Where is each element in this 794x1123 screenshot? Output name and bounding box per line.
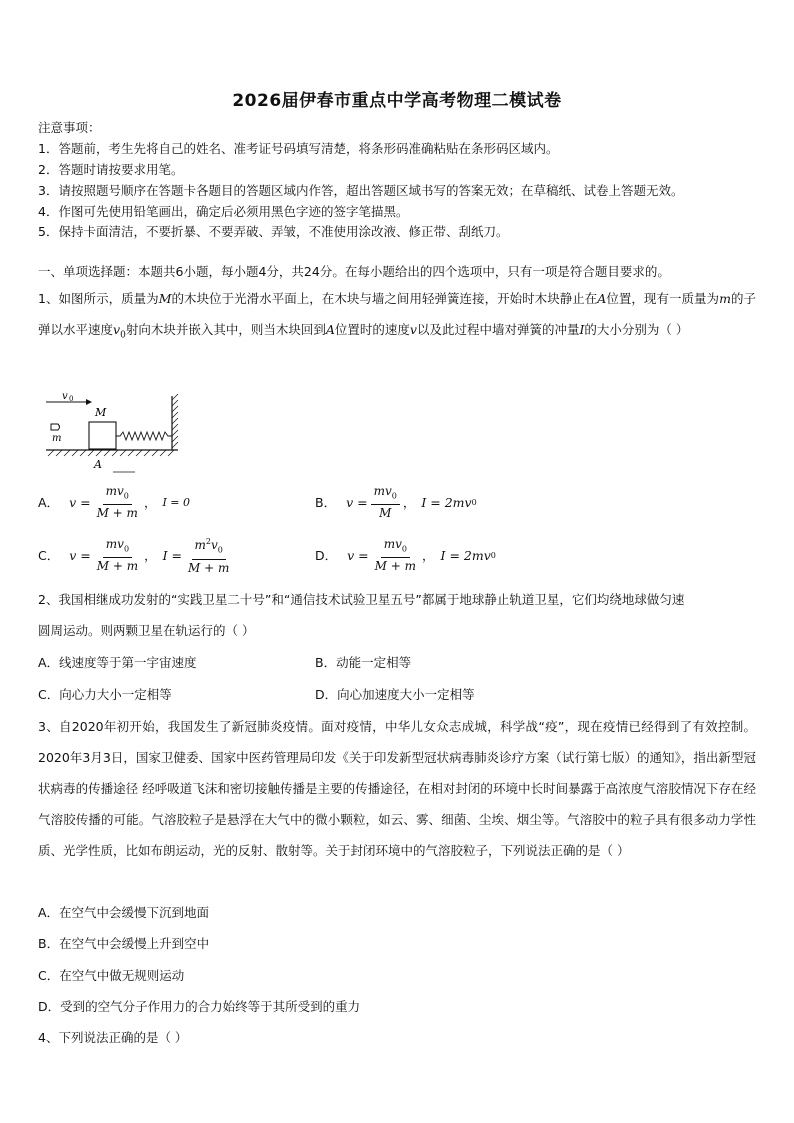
question-2-option-a[interactable]: A．线速度等于第一宇宙速度 [38,655,197,670]
question-2-option-d[interactable]: D．向心加速度大小一定相等 [315,687,475,702]
position-A-label: A [94,458,102,471]
question-3-option-a[interactable]: A．在空气中会缓慢下沉到地面 [38,905,210,920]
question-1-stem: 1、如图所示，质量为M的木块位于光滑水平面上，在木块与墙之间用轻弹簧连接，开始时木块静止在A位置，现有一质量为m的子弹以水平速度$v_0$射向木块并嵌入其中，则当木块回到A位置时的速度v以及此过程中墙对弹簧的冲量I的大小分别为（ ） [38,291,756,341]
question-3-stem: 3、自2020年初开始，我国发生了新冠肺炎疫情。面对疫情，中华儿女众志成城，科学战“疫”，现在疫情已经得到了有效控制。2020年3月3日，国家卫健委、国家中医药管理局印发《关于印发新型冠状病毒肺炎诊疗方案（试行第七版）的通知》，指出新型冠状病毒的传播途径 经呼吸道飞沫和密切接触传播是主要的传播途径，在相对封闭的环境中长时间暴露于高浓度气溶胶情况下存在经气溶胶传播的可能。气溶胶粒子是悬浮在大气中的微小颗粒，如云、雾、细菌、尘埃、烟尘等。气溶胶中的粒子具有很多动力学性质、光学性质，比如布朗运动，光的反射、散射等。关于封闭环境中的气溶胶粒子，下列说法正确的是（ ） [38,719,756,858]
question-1-option-a[interactable]: A． v = $\frac{mv_0}{M + m}$ ， I = 0 [38,483,191,521]
question-1-option-c[interactable]: C． v = $\frac{mv_0}{M + m}$ ， I = $\frac{m^2v_0}{M + m}$ [38,536,230,575]
question-1-figure [40,388,190,476]
bullet-m-label: m [52,433,62,444]
notice-item-1: 1．答题前，考生先将自己的姓名、准考证号码填写清楚，将条形码准确粘贴在条形码区域内。 [38,141,559,156]
notice-item-4: 4．作图可先使用铅笔画出，确定后必须用黑色字迹的签字笔描黑。 [38,204,409,219]
question-2-stem-line-1: 2、我国相继成功发射的“实践卫星二十号”和“通信技术试验卫星五号”都属于地球静止轨道卫星，它们均绕地球做匀速 [38,592,685,607]
question-1-option-d[interactable]: D． v = $\frac{mv_0}{M + m}$ ， I = 2mv 0 [315,536,496,574]
block-M-label: M [95,406,107,419]
notice-heading: 注意事项： [38,120,101,135]
notice-item-2: 2．答题时请按要求用笔。 [38,162,184,177]
question-4-stem: 4、下列说法正确的是（ ） [38,1030,188,1045]
v0-sub: 0 [69,395,74,403]
question-3-option-c[interactable]: C．在空气中做无规则运动 [38,968,185,983]
notice-item-5: 5．保持卡面清洁，不要折暴、不要弄破、弄皱，不准使用涂改液、修正带、刮纸刀。 [38,224,509,239]
question-1-option-b[interactable]: B． v = $\frac{mv_0}{M}$ ， I = 2mv 0 [315,483,477,521]
question-3-option-b[interactable]: B．在空气中会缓慢上升到空中 [38,936,210,951]
section-heading: 一、单项选择题：本题共6小题，每小题4分，共24分。在每小题给出的四个选项中，只有一项是符合题目要求的。 [38,264,670,279]
question-2-stem-line-2: 圆周运动。则两颗卫星在轨运行的（ ） [38,623,255,638]
v0-label: v [62,391,68,402]
question-2-option-b[interactable]: B．动能一定相等 [315,655,412,670]
question-3-option-d[interactable]: D．受到的空气分子作用力的合力始终等于其所受到的重力 [38,999,361,1014]
notice-item-3: 3．请按照题号顺序在答题卡各题目的答题区域内作答，超出答题区域书写的答案无效；在草稿纸、试卷上答题无效。 [38,183,684,198]
exam-title: 2026届伊春市重点中学高考物理二模试卷 [232,91,562,111]
question-2-option-c[interactable]: C．向心力大小一定相等 [38,687,172,702]
